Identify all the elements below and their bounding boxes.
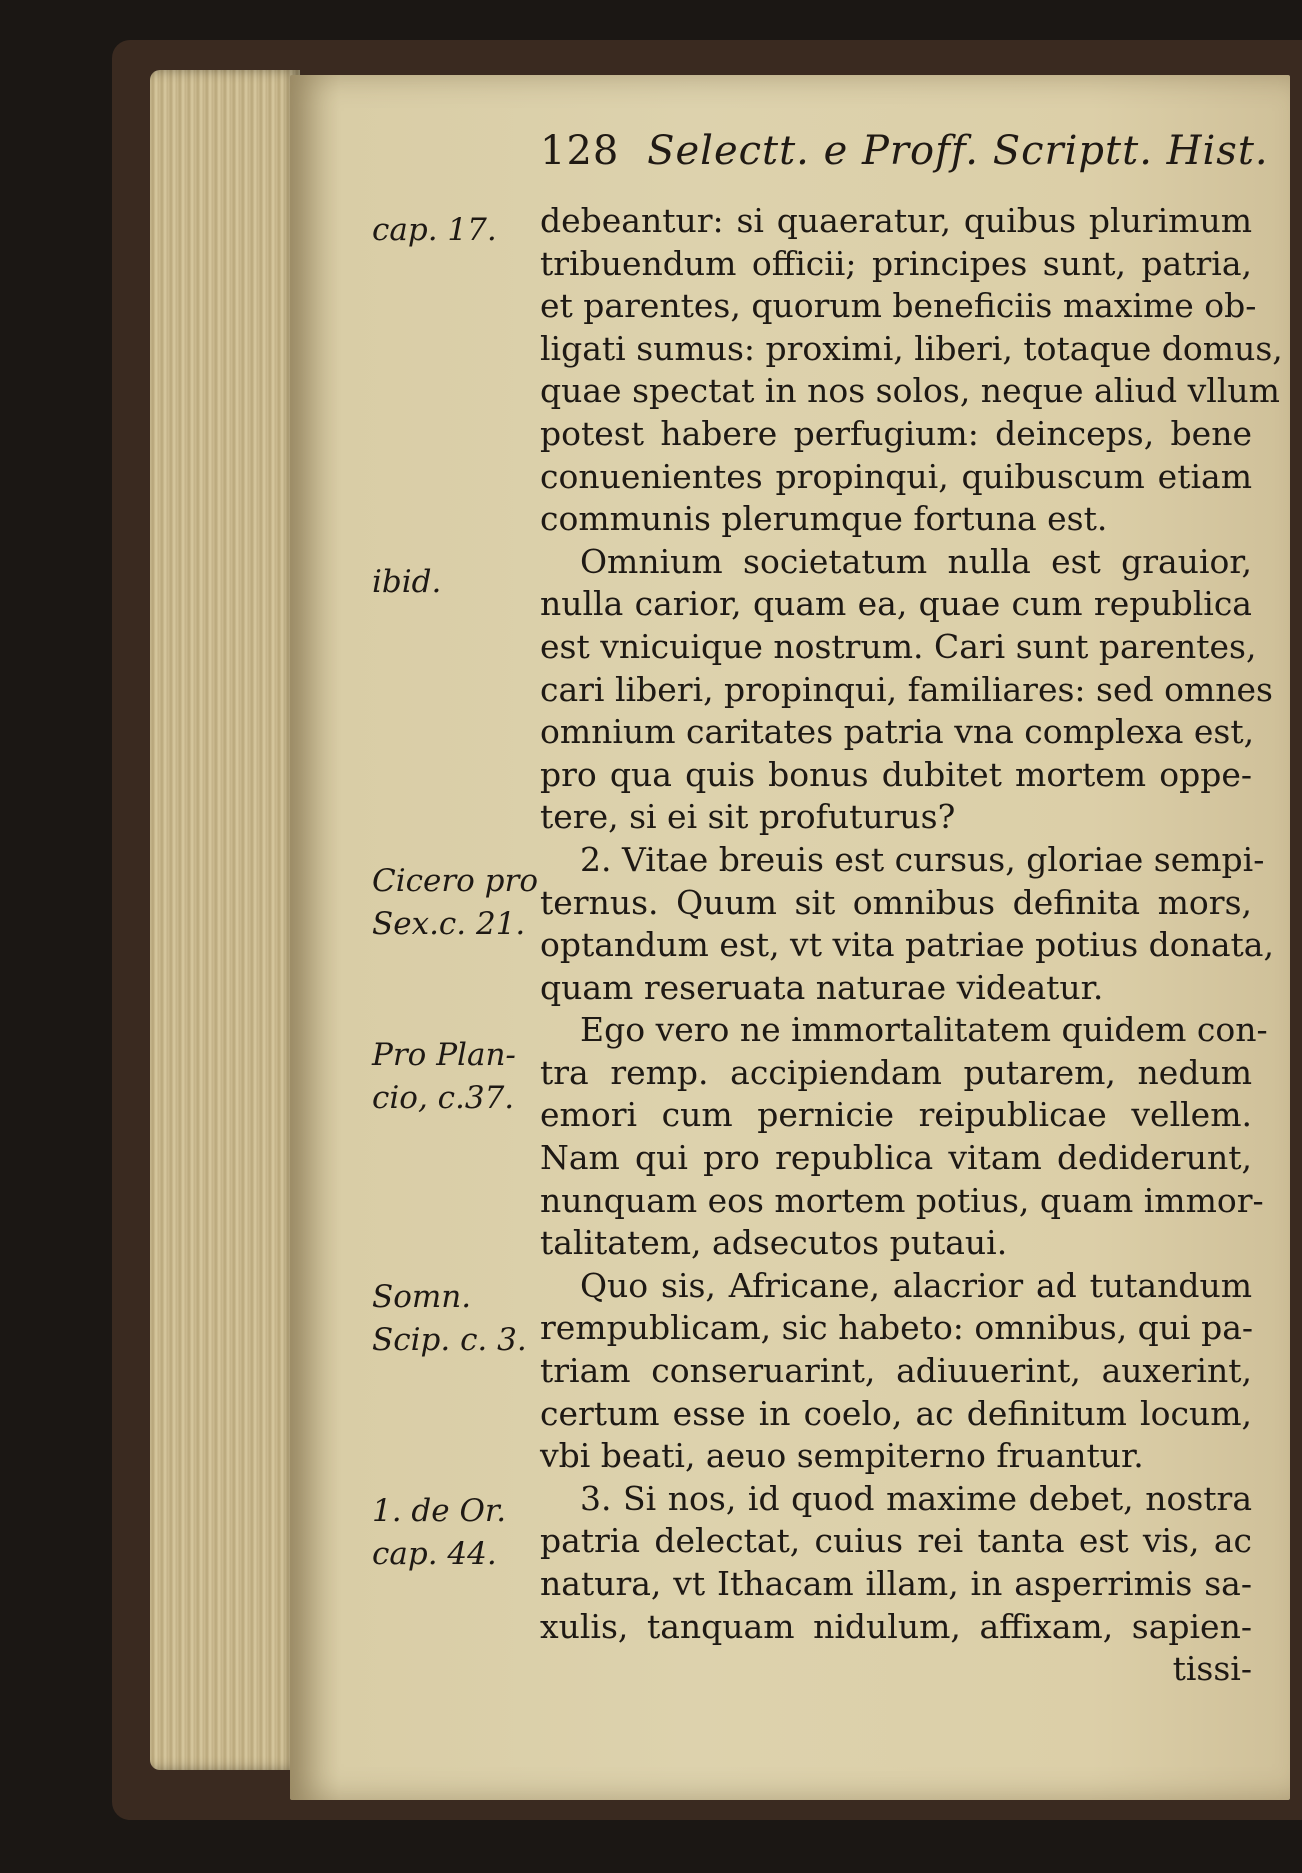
margin-note-line: ibid. [372,564,442,600]
text-line: Ego vero ne immortalitatem quidem con- [580,1010,1268,1050]
text-line: quae spectat in nos solos, neque aliud vllum [540,371,1280,411]
text-line: Nam qui pro republica vitam dediderunt, [540,1138,1252,1178]
text-line: conuenientes propinqui, quibuscum etiam [540,456,1252,496]
text-line: natura, vt Ithacam illam, in asperrimis sa- [540,1564,1252,1603]
margin-note-line: cap. 44. [372,1536,497,1572]
margin-note-line: Cicero pro [372,863,539,899]
text-line: Quo sis, Africane, alacrior ad tutandum [580,1265,1252,1305]
margin-note-line: Scip. c. 3. [372,1322,527,1358]
text-line: est vnicuique nostrum. Cari sunt parentes, [540,626,1257,666]
margin-note [372,1490,506,1576]
margin-note-line: Pro Plan- [372,1037,516,1073]
text-line: triam conseruarint, adiuuerint, auxerint, [540,1351,1252,1391]
catchword: tissi- [1172,1649,1252,1689]
text-line: cari liberi, propinqui, familiares: sed omnes [540,669,1273,709]
text-line: talitatem, adsecutos putaui. [540,1223,1008,1263]
margin-note [372,561,441,604]
text-line: pro qua quis bonus dubitet mortem oppe- [540,754,1252,794]
text-line: ternus. Quum sit omnibus definita mors, [540,882,1252,922]
text-line: nulla carior, quam ea, quae cum republica [540,584,1252,624]
page-edges [150,70,300,1770]
margin-note-line: cap. 17. [372,212,497,248]
body-text [540,200,1283,1691]
margin-note-line: Somn. [372,1279,472,1315]
text-line: debeantur: si quaeratur, quibus plurimum [540,201,1252,240]
text-line: 3. Si nos, id quod maxime debet, nostra [580,1478,1252,1518]
text-line: emori cum pernicie reipublicae vellem. [540,1095,1252,1135]
text-line: 2. Vitae breuis est cursus, gloriae sempi- [580,839,1265,879]
text-line: communis plerumque fortuna est. [540,499,1108,539]
margin-note [372,860,538,946]
text-line: rempublicam, sic habeto: omnibus, qui pa- [540,1308,1254,1348]
margin-note-line: cio, c.37. [372,1080,515,1116]
margin-note-line: 1. de Or. [372,1493,507,1529]
text-line: patria delectat, cuius rei tanta est vis, ac [540,1521,1252,1561]
text-line: nunquam eos mortem potius, quam immor- [540,1180,1264,1220]
text-line: et parentes, quorum beneficiis maxime ob- [540,286,1257,326]
text-line: tere, si ei sit profuturus? [540,797,956,837]
margin-note [372,1034,516,1120]
text-line: certum esse in coelo, ac definitum locum, [540,1393,1252,1433]
page-number: 128 [540,128,620,174]
margin-note [372,1276,527,1362]
text-line: optandum est, vt vita patriae potius donata, [540,925,1274,965]
text-line: xulis, tanquam nidulum, affixam, sapien- [540,1606,1252,1646]
running-title: Selectt. e Proff. Scriptt. Hist. [647,128,1269,174]
text-line: tribuendum officii; principes sunt, patria, [540,243,1252,283]
text-line: ligati sumus: proximi, liberi, totaque domus, [540,328,1283,368]
text-line: quam reseruata naturae videatur. [540,967,1104,1007]
text-line: Omnium societatum nulla est grauior, [580,541,1252,581]
margin-note [372,209,497,252]
text-line: omnium caritates patria vna complexa est, [540,712,1255,752]
text-line: potest habere perfugium: deinceps, bene [540,413,1252,453]
text-line: tra remp. accipiendam putarem, nedum [540,1052,1252,1092]
margin-note-line: Sex.c. 21. [372,906,526,942]
page-header [540,128,1269,174]
text-line: vbi beati, aeuo sempiterno fruantur. [540,1436,1144,1476]
